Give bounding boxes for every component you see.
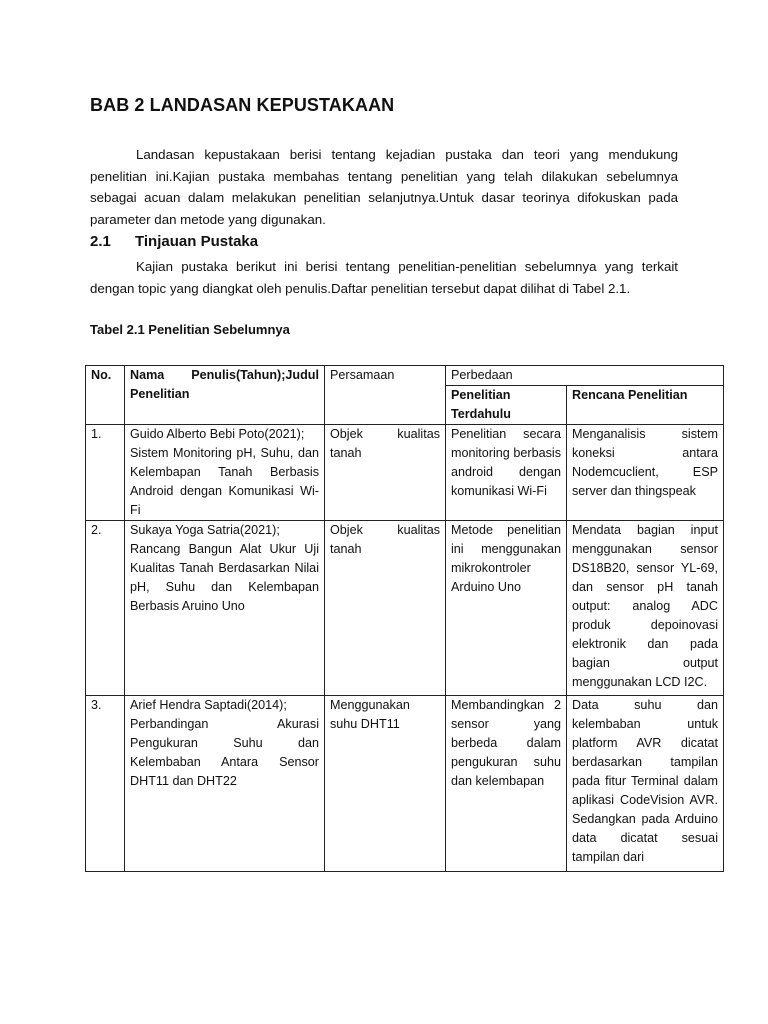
- section-heading: [90, 233, 258, 250]
- cell-persamaan: Objek kualitas tanah: [325, 521, 446, 696]
- section-title: Tinjauan Pustaka: [135, 233, 259, 250]
- header-terdahulu: Penelitian Terdahulu: [446, 386, 567, 425]
- header-no: No.: [86, 366, 125, 425]
- cell-nama: Arief Hendra Saptadi(2014); Perbandingan Akurasi Pengukuran Suhu dan Kelembaban Antara Sensor DHT11 dan DHT22: [125, 696, 325, 872]
- section-paragraph: Kajian pustaka berikut ini berisi tentang penelitian-penelitian sebelumnya yang terkait dengan topic yang diangkat oleh penulis.Daftar penelitian tersebut dapat dilihat di Tabel 2.1.: [90, 259, 678, 296]
- table-row: [86, 696, 724, 872]
- header-persamaan: Persamaan: [325, 366, 446, 425]
- table-header-row: [86, 366, 724, 386]
- table-caption: Tabel 2.1 Penelitian Sebelumnya: [90, 322, 290, 337]
- section-number: 2.1: [90, 233, 111, 250]
- table-row: [86, 425, 724, 521]
- cell-rencana: Menganalisis sistem koneksi antara Nodemcuclient, ESP server dan thingspeak: [567, 425, 724, 521]
- header-nama: Nama Penulis(Tahun);Judul Penelitian: [125, 366, 325, 425]
- cell-persamaan: Objek kualitas tanah: [325, 425, 446, 521]
- chapter-title: BAB 2 LANDASAN KEPUSTAKAAN: [90, 95, 395, 115]
- research-table: [85, 365, 724, 872]
- cell-rencana: Mendata bagian input menggunakan sensor DS18B20, sensor YL-69, dan sensor pH tanah output: analog ADC produk depoinovasi elektronik dan pada bagian output menggunakan LCD I2C.: [567, 521, 724, 696]
- header-perbedaan: Perbedaan: [446, 366, 724, 386]
- cell-no: 3.: [86, 696, 125, 872]
- intro-paragraph: Landasan kepustakaan berisi tentang kejadian pustaka dan teori yang mendukung penelitian ini.Kajian pustaka membahas tentang penelitian yang telah dilakukan sebelumnya sebagai acuan dalam melakukan penelitian selanjutnya.Untuk dasar teorinya difokuskan pada parameter dan metode yang digunakan.: [90, 147, 678, 227]
- table-row: [86, 521, 724, 696]
- header-rencana: Rencana Penelitian: [567, 386, 724, 425]
- cell-terdahulu: Membandingkan 2 sensor yang berbeda dalam pengukuran suhu dan kelembapan: [446, 696, 567, 872]
- cell-persamaan: Menggunakan suhu DHT11: [325, 696, 446, 872]
- cell-no: 2.: [86, 521, 125, 696]
- cell-no: 1.: [86, 425, 125, 521]
- cell-rencana: Data suhu dan kelembaban untuk platform AVR dicatat berdasarkan tampilan pada fitur Terminal dalam aplikasi CodeVision AVR. Sedangkan pada Arduino data dicatat sesuai tampilan dari: [567, 696, 724, 872]
- cell-terdahulu: Penelitian secara monitoring berbasis android dengan komunikasi Wi-Fi: [446, 425, 567, 521]
- cell-terdahulu: Metode penelitian ini menggunakan mikrokontroler Arduino Uno: [446, 521, 567, 696]
- cell-nama: Sukaya Yoga Satria(2021); Rancang Bangun Alat Ukur Uji Kualitas Tanah Berdasarkan Nilai pH, Suhu dan Kelembapan Berbasis Aruino Uno: [125, 521, 325, 696]
- cell-nama: Guido Alberto Bebi Poto(2021); Sistem Monitoring pH, Suhu, dan Kelembapan Tanah Berbasis Android dengan Komunikasi Wi-Fi: [125, 425, 325, 521]
